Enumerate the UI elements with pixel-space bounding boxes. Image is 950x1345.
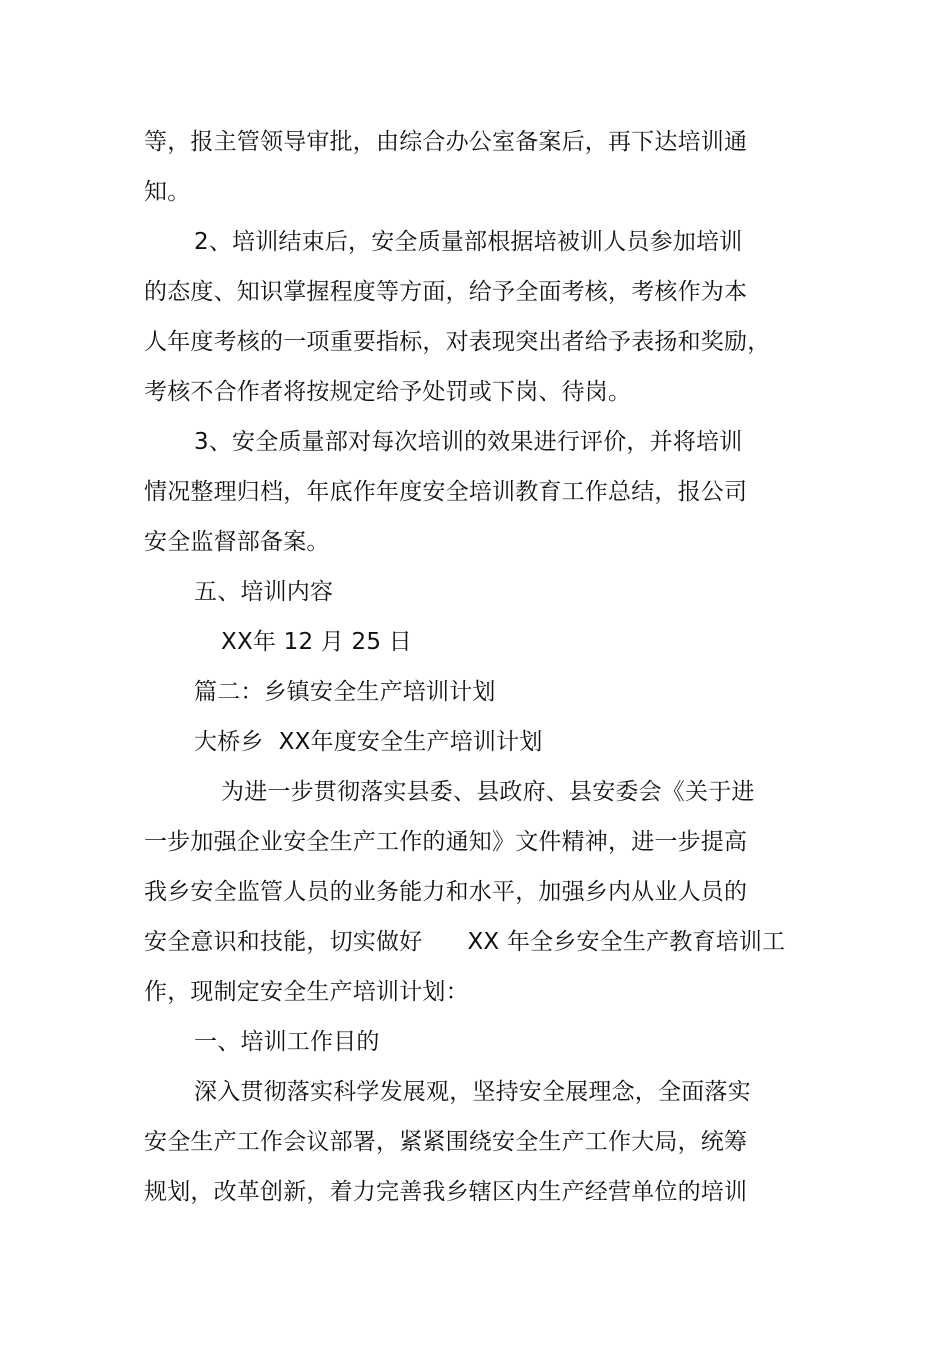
date-line: XX年 12 月 25 日 — [221, 629, 412, 655]
text-line: 等，报主管领导审批，由综合办公室备案后，再下达培训通 — [144, 129, 748, 155]
text-line: 3、安全质量部对每次培训的效果进行评价，并将培训 — [194, 429, 743, 455]
text-line: 我乡安全监管人员的业务能力和水平，加强乡内从业人员的 — [144, 879, 748, 905]
text-line: 的态度、知识掌握程度等方面，给予全面考核，考核作为本 — [144, 279, 748, 305]
text-line: 知。 — [144, 179, 191, 205]
text-line: 规划，改革创新，着力完善我乡辖区内生产经营单位的培训 — [144, 1179, 748, 1205]
text-line: 考核不合作者将按规定给予处罚或下岗、待岗。 — [144, 379, 632, 405]
text-line: 为进一步贯彻落实县委、县政府、县安委会《关于进 — [221, 779, 755, 805]
text-line: 安全生产工作会议部署，紧紧围绕安全生产工作大局，统筹 — [144, 1129, 748, 1155]
section-heading: 一、培训工作目的 — [194, 1029, 380, 1055]
text-line: 情况整理归档，年底作年度安全培训教育工作总结，报公司 — [144, 479, 748, 505]
section-heading: 篇二：乡镇安全生产培训计划 — [194, 679, 496, 705]
text-line: 一步加强企业安全生产工作的通知》文件精神，进一步提高 — [144, 829, 748, 855]
text-line: 2、培训结束后，安全质量部根据培被训人员参加培训 — [194, 229, 743, 255]
document-title: 大桥乡 XX年度安全生产培训计划 — [194, 729, 543, 755]
text-line: 作，现制定安全生产培训计划： — [144, 979, 469, 1005]
text-line: 安全监督部备案。 — [144, 529, 330, 555]
section-heading: 五、培训内容 — [194, 579, 334, 605]
text-line: 深入贯彻落实科学发展观，坚持安全展理念，全面落实 — [194, 1079, 751, 1105]
text-line: 安全意识和技能，切实做好 XX 年全乡安全生产教育培训工 — [144, 929, 786, 955]
text-line: 人年度考核的一项重要指标，对表现突出者给予表扬和奖励， — [144, 329, 771, 355]
